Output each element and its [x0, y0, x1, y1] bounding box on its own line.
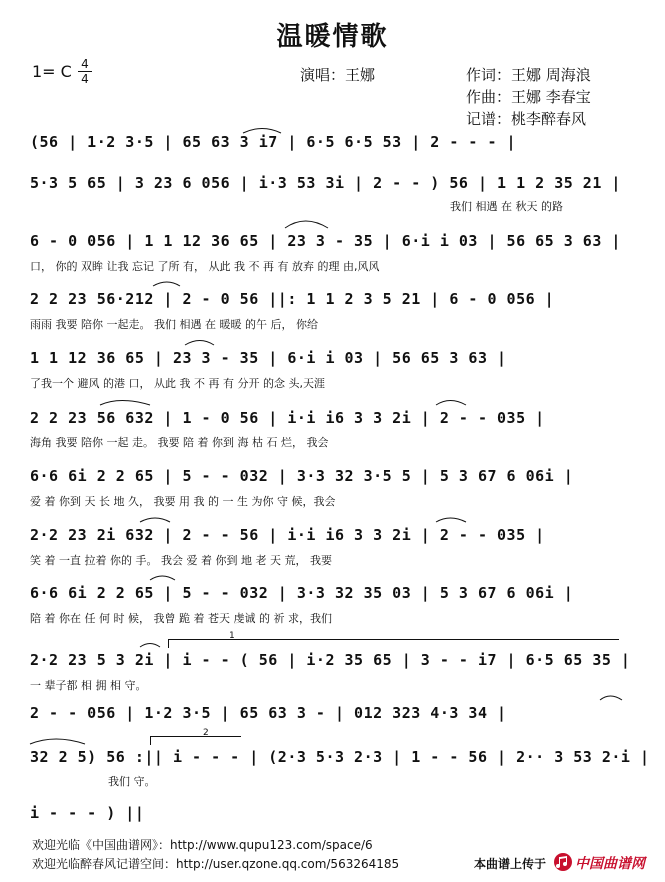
score-row: 5·3 5 65 | 3 23 6 056 | i·3 53 3i | 2 - - ) 56 | 1 1 2 35 21 |	[30, 174, 621, 192]
score-row: i - - - ) ||	[30, 804, 145, 822]
lyricist-credit: 作词：王娜 周海浪	[466, 66, 591, 84]
second-ending-label: 2	[203, 728, 209, 738]
score-row: (56 | 1·2 3·5 | 65 63 3 i7 | 6·5 6·5 53 | 2 - - - |	[30, 133, 517, 151]
score-row: 2·2 23 5 3 2i | i - - ( 56 | i·2 35 65 | 3 - - i7 | 6·5 65 35 |	[30, 651, 631, 669]
lyric-row: 爱 着 你到 天 长 地 久， 我要 用 我 的 一 生 为你 守 候，我会	[30, 495, 336, 508]
lyric-row: 口， 你的 双眸 让我 忘记 了所 有， 从此 我 不 再 有 放弃 的理 由,风风	[30, 260, 380, 273]
score-row: 1 1 12 36 65 | 23 3 - 35 | 6·i i 03 | 56 65 3 63 |	[30, 349, 507, 367]
score-row: 32 2 5) 56 :|| i - - - | (2·3 5·3 2·3 | 1 - - 56 | 2·· 3 53 2·i |	[30, 748, 650, 766]
transcriber-credit: 记谱：桃李醉春风	[466, 110, 587, 128]
logo-text: 中国曲谱网	[575, 856, 645, 872]
score-row: 6·6 6i 2 2 65 | 5 - - 032 | 3·3 32 3·5 5 | 5 3 67 6 06i |	[30, 467, 574, 485]
lyric-row: 雨雨 我要 陪你 一起走。 我们 相遇 在 暖暖 的午 后， 你给	[30, 318, 318, 331]
time-signature	[78, 58, 92, 85]
composer-credit: 作曲：王娜 李春宝	[466, 88, 591, 106]
score-row: 2·2 23 2i 632 | 2 - - 56 | i·i i6 3 3 2i | 2 - - 035 |	[30, 526, 545, 544]
key-signature: 1= C	[32, 62, 72, 81]
score-row: 2 - - 056 | 1·2 3·5 | 65 63 3 - | 012 323 4·3 34 |	[30, 704, 507, 722]
site-logo[interactable]	[553, 851, 657, 873]
score-row: 2 2 23 56·212 | 2 - 0 56 ||: 1 1 2 3 5 21 | 6 - 0 056 |	[30, 290, 555, 308]
second-ending-bracket	[150, 728, 241, 745]
upload-note: 本曲谱上传于	[474, 857, 547, 871]
lyric-row: 一 辈子都 相 拥 相 守。	[30, 679, 147, 692]
first-ending-bracket	[168, 631, 619, 648]
score-row: 6·6 6i 2 2 65 | 5 - - 032 | 3·3 32 35 03 | 5 3 67 6 06i |	[30, 584, 574, 602]
footer-site-link[interactable]: 欢迎光临《中国曲谱网》：http://www.qupu123.com/space/6	[32, 838, 373, 852]
lyric-row: 笑 着 一直 拉着 你的 手。 我会 爱 着 你到 地 老 天 荒， 我要	[30, 554, 332, 567]
lyric-row: 海角 我要 陪你 一起 走。 我要 陪 着 你到 海 枯 石 烂， 我会	[30, 436, 329, 449]
time-signature-top: 4	[81, 57, 89, 71]
lyric-row: 我们 守。	[108, 775, 156, 788]
footer-space-link[interactable]: 欢迎光临醉春风记谱空间：http://user.qzone.qq.com/563264185	[32, 857, 400, 871]
first-ending-label: 1	[229, 631, 235, 641]
lyric-row: 了我一个 避风 的港 口， 从此 我 不 再 有 分开 的念 头,天涯	[30, 377, 325, 390]
lyric-row: 陪 着 你在 任 何 时 候， 我曾 跪 着 苍天 虔诚 的 祈 求，我们	[30, 612, 332, 625]
logo-icon	[553, 852, 573, 872]
score-row: 2 2 23 56 632 | 1 - 0 56 | i·i i6 3 3 2i | 2 - - 035 |	[30, 409, 545, 427]
score-row: 6 - 0 056 | 1 1 12 36 65 | 23 3 - 35 | 6·i i 03 | 56 65 3 63 |	[30, 232, 621, 250]
song-title: 温暖情歌	[276, 22, 389, 52]
lyric-row: 我们 相遇 在 秋天 的路	[450, 200, 563, 213]
time-signature-bottom: 4	[81, 72, 89, 86]
singer-credit: 演唱：王娜	[300, 66, 376, 84]
